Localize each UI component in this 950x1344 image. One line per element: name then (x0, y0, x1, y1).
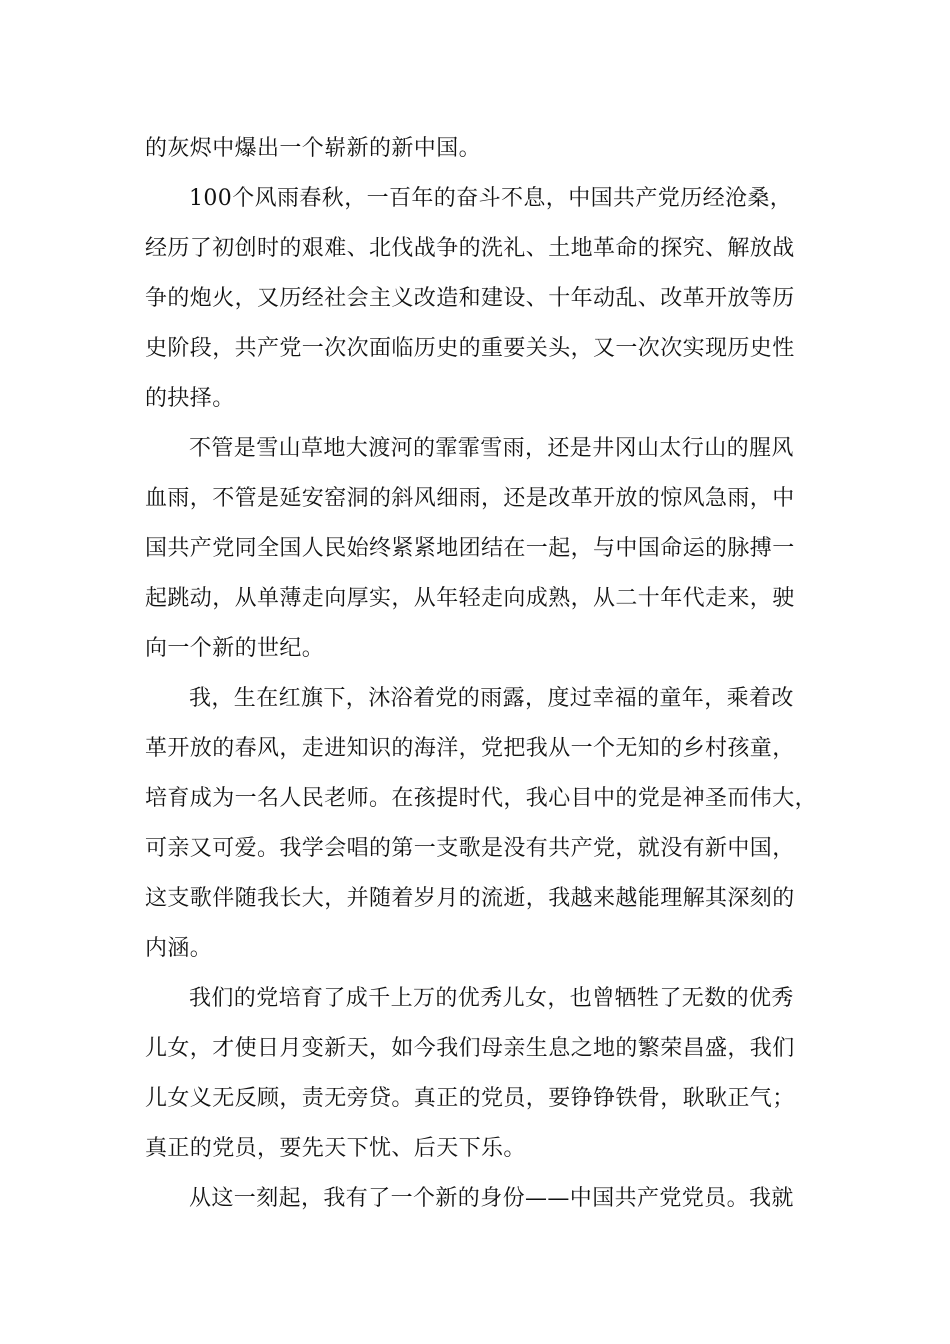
text-line: 儿女，才使日月变新天，如今我们母亲生息之地的繁荣昌盛，我们 (145, 1036, 795, 1061)
text-line: 的灰烬中爆出一个崭新的新中国。 (145, 136, 482, 161)
text-line: 我们的党培育了成千上万的优秀儿女，也曾牺牲了无数的优秀 (189, 986, 794, 1011)
text-line: 真正的党员，要先天下忧、后天下乐。 (145, 1136, 526, 1161)
text-line: 史阶段，共产党一次次面临历史的重要关头，又一次次实现历史性 (145, 336, 795, 361)
text-line: 我，生在红旗下，沐浴着党的雨露，度过幸福的童年，乘着改 (189, 686, 794, 711)
text-line: 国共产党同全国人民始终紧紧地团结在一起，与中国命运的脉搏一 (145, 536, 795, 561)
text-line: 的抉择。 (145, 386, 235, 411)
text-line: 培育成为一名人民老师。在孩提时代，我心目中的党是神圣而伟大， (145, 786, 818, 811)
text-line: 血雨，不管是延安窑洞的斜风细雨，还是改革开放的惊风急雨，中 (145, 486, 795, 511)
text-line: 向一个新的世纪。 (145, 636, 325, 661)
text-line: 经历了初创时的艰难、北伐战争的洗礼、土地革命的探究、解放战 (145, 236, 795, 261)
text-line: 可亲又可爱。我学会唱的第一支歌是没有共产党，就没有新中国， (145, 836, 795, 861)
text-line: 100个风雨春秋，一百年的奋斗不息，中国共产党历经沧桑， (189, 186, 793, 211)
document-body (145, 124, 818, 1224)
text-line: 儿女义无反顾，责无旁贷。真正的党员，要铮铮铁骨，耿耿正气； (145, 1086, 795, 1111)
text-line: 争的炮火，又历经社会主义改造和建设、十年动乱、改革开放等历 (145, 286, 795, 311)
text-line: 从这一刻起，我有了一个新的身份——中国共产党党员。我就 (189, 1186, 794, 1211)
text-line: 这支歌伴随我长大，并随着岁月的流逝，我越来越能理解其深刻的 (145, 886, 795, 911)
text-line: 不管是雪山草地大渡河的霏霏雪雨，还是井冈山太行山的腥风 (189, 436, 794, 461)
text-line: 起跳动，从单薄走向厚实，从年轻走向成熟，从二十年代走来，驶 (145, 586, 795, 611)
text-line: 革开放的春风，走进知识的海洋，党把我从一个无知的乡村孩童， (145, 736, 795, 761)
text-line: 内涵。 (145, 936, 213, 961)
